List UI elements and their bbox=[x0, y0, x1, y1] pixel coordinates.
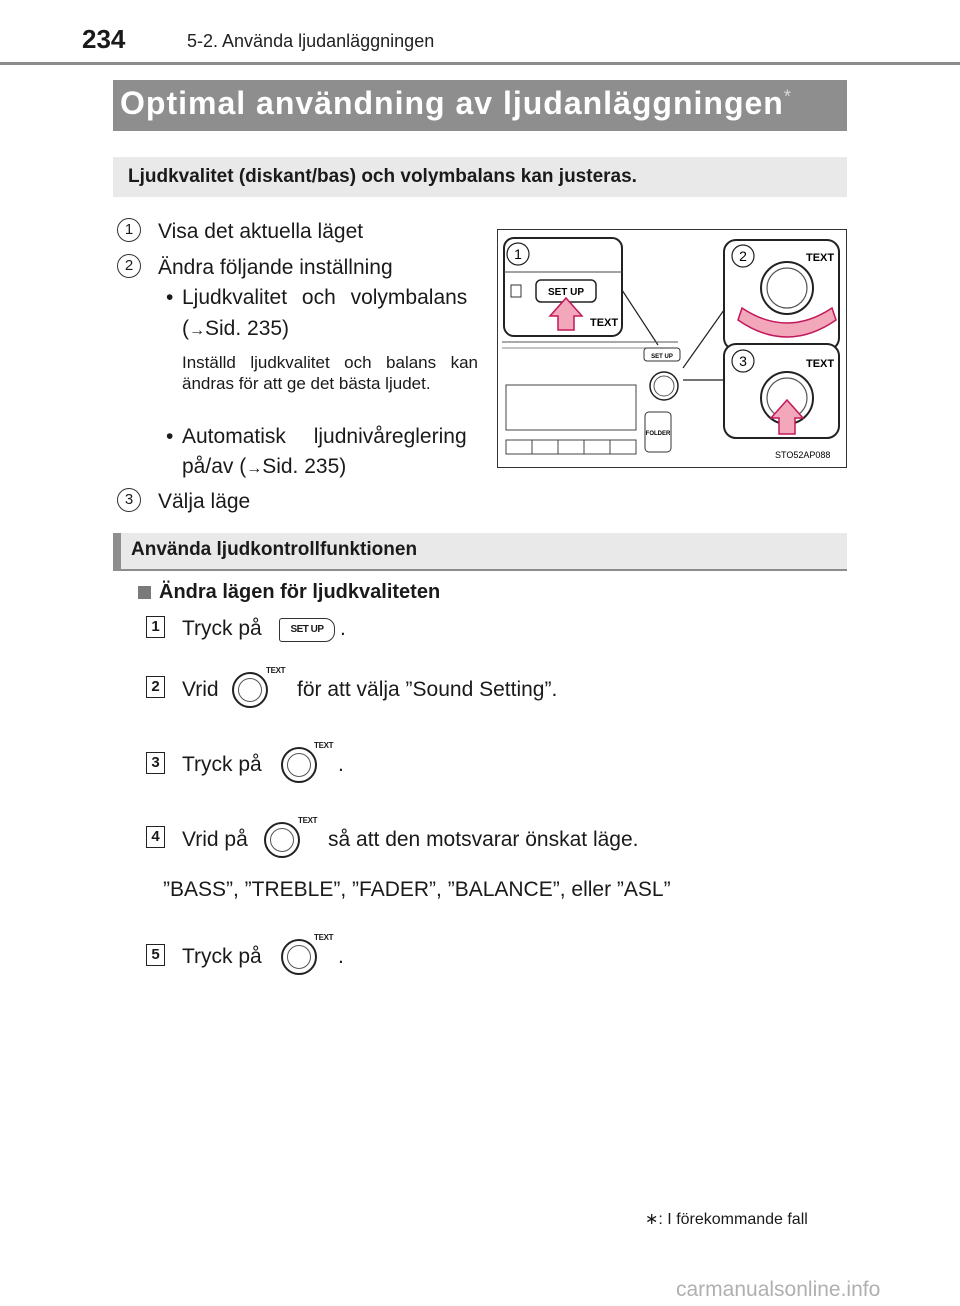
subheading: Ändra lägen för ljudkvaliteten bbox=[159, 581, 441, 603]
toggle-text: på/av ( bbox=[182, 455, 247, 478]
text-label: TEXT bbox=[590, 317, 619, 329]
step-3-text-after: . bbox=[338, 753, 344, 776]
bullet-2-line-1: Automatisk ljudnivåreglering bbox=[182, 425, 467, 448]
step-2-text-before: Vrid bbox=[182, 678, 219, 701]
step-number-2: 2 bbox=[146, 676, 165, 698]
step-2-text-after: för att välja ”Sound Setting”. bbox=[297, 678, 558, 701]
audio-panel-illustration bbox=[497, 229, 847, 468]
knob-text-label: TEXT bbox=[266, 666, 286, 675]
step-5-text-before: Tryck på bbox=[182, 945, 262, 968]
step-1-text-before: Tryck på bbox=[182, 617, 262, 640]
square-bullet-icon bbox=[138, 586, 151, 599]
bullet-1-line-2 bbox=[182, 317, 289, 341]
step-number-3: 3 bbox=[146, 752, 165, 774]
arrow-right-icon: → bbox=[189, 322, 205, 339]
figure-code: STO52AP088 bbox=[775, 450, 831, 460]
figure-callout-1: 1 bbox=[514, 246, 522, 262]
tune-knob-icon bbox=[264, 822, 300, 858]
setup-button-label: SET UP bbox=[547, 287, 585, 298]
step-3-text-before: Tryck på bbox=[182, 753, 262, 776]
bullet-icon: • bbox=[166, 286, 174, 309]
setup-button-icon: SET UP bbox=[279, 618, 335, 642]
figure-callout-2: 2 bbox=[739, 248, 747, 264]
footnote bbox=[645, 1209, 808, 1229]
page-reference-link[interactable]: Sid. 235) bbox=[205, 317, 290, 340]
page-reference-link[interactable]: Sid. 235) bbox=[262, 455, 347, 478]
header-rule bbox=[0, 62, 960, 65]
step-1-text-after: . bbox=[340, 617, 346, 640]
folder-label: FOLDER bbox=[645, 431, 671, 437]
callout-number-1: 1 bbox=[117, 218, 141, 242]
mode-options: ”BASS”, ”TREBLE”, ”FADER”, ”BALANCE”, eller ”ASL” bbox=[163, 878, 671, 901]
tune-knob-icon bbox=[232, 672, 268, 708]
bullet-1-note: Inställd ljudkvalitet och balans kan ändras för att ge det bästa ljudet. bbox=[182, 353, 478, 393]
overview-step-1: Visa det aktuella läget bbox=[158, 220, 364, 243]
footnote-asterisk: ∗ bbox=[645, 1211, 659, 1228]
overview-step-3: Välja läge bbox=[158, 490, 251, 513]
section-title: Använda ljudkontrollfunktionen bbox=[131, 539, 418, 560]
knob-text-label: TEXT bbox=[314, 933, 334, 942]
page-title bbox=[120, 85, 792, 122]
arrow-right-icon: → bbox=[246, 460, 263, 477]
step-number-4: 4 bbox=[146, 826, 165, 848]
intro-text: Ljudkvalitet (diskant/bas) och volymbalans kan justeras. bbox=[128, 166, 637, 187]
tune-knob-icon bbox=[281, 747, 317, 783]
tune-knob-icon bbox=[281, 939, 317, 975]
step-4-text-before: Vrid på bbox=[182, 828, 248, 851]
bullet-1-line-1 bbox=[182, 286, 478, 310]
knob-text-label: TEXT bbox=[298, 816, 318, 825]
step-number-1: 1 bbox=[146, 616, 165, 638]
paren-open: ( bbox=[182, 317, 189, 340]
page-title-text: Optimal användning av ljudanläggningen bbox=[120, 85, 784, 121]
title-asterisk: * bbox=[783, 86, 792, 107]
chapter-heading: 5-2. Använda ljudanläggningen bbox=[187, 31, 435, 51]
step-number-5: 5 bbox=[146, 944, 165, 966]
callout-number-3: 3 bbox=[117, 488, 141, 512]
step-5-text-after: . bbox=[338, 945, 344, 968]
watermark: carmanualsonline.info bbox=[676, 1278, 881, 1301]
knob-text-label: TEXT bbox=[314, 741, 334, 750]
text-label: TEXT bbox=[806, 358, 835, 370]
step-4-text-after: så att den motsvarar önskat läge. bbox=[328, 828, 639, 851]
section-header-accent bbox=[113, 533, 121, 571]
panel-setup-label: SET UP bbox=[651, 354, 673, 360]
bullet-2-line-2 bbox=[182, 455, 346, 479]
audio-panel-svg bbox=[498, 230, 845, 466]
figure-callout-3: 3 bbox=[739, 353, 747, 369]
callout-number-2: 2 bbox=[117, 254, 141, 278]
overview-step-2: Ändra följande inställning bbox=[158, 256, 393, 279]
bullet-icon: • bbox=[166, 425, 174, 448]
bullet-1-text: Ljudkvalitet och volymbalans bbox=[182, 286, 468, 309]
page-number: 234 bbox=[82, 24, 126, 54]
text-label: TEXT bbox=[806, 252, 835, 264]
footnote-text: : I förekommande fall bbox=[658, 1211, 808, 1228]
